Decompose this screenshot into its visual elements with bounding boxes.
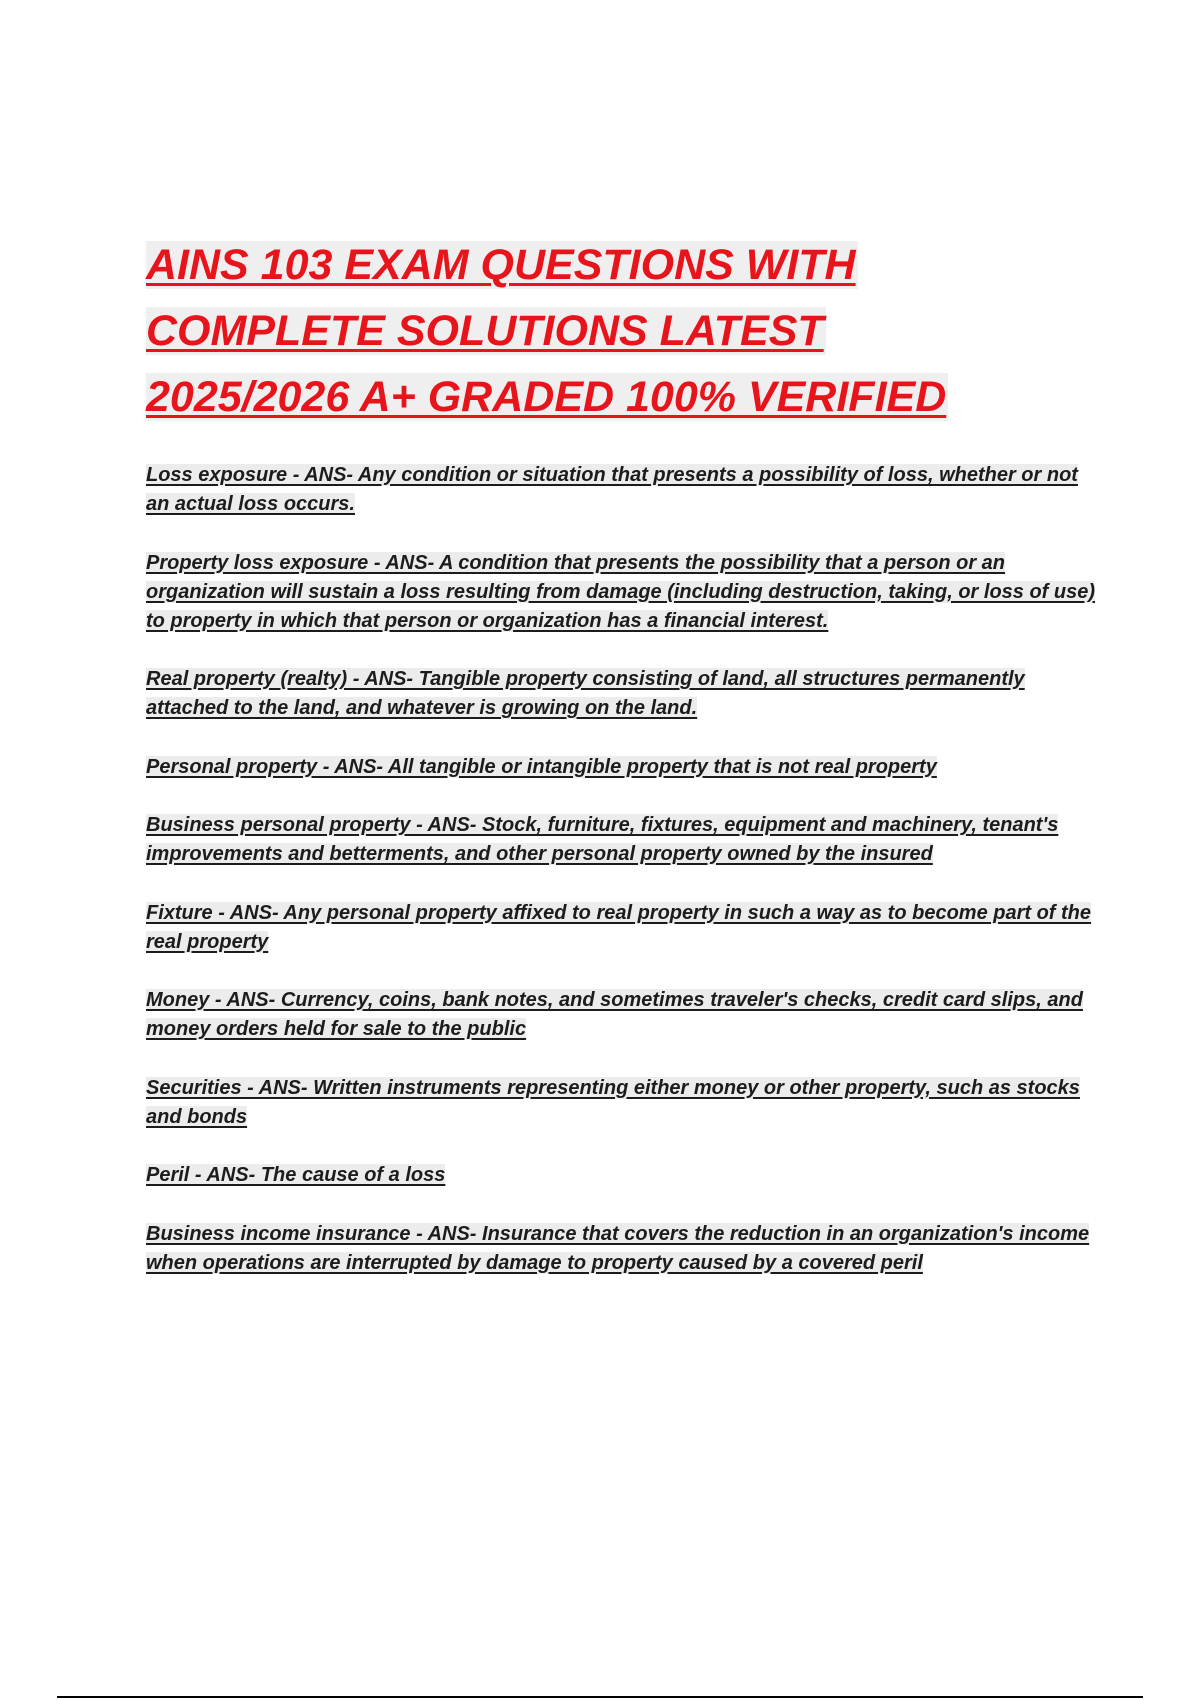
qa-entry-securities: Securities - ANS- Written instruments representing either money or other property, such as stocks and bonds [146, 1076, 1080, 1128]
qa-entry-property-loss-exposure: Property loss exposure - ANS- A condition that presents the possibility that a person or an organization will sustain a loss resulting from damage (including destruction, taking, or loss of use) to property in which that person or organization has a financial interest. [146, 551, 1096, 632]
title-line: AINS 103 EXAM QUESTIONS WITH [146, 241, 856, 289]
document-title [146, 232, 1106, 430]
qa-entry-real-property: Real property (realty) - ANS- Tangible property consisting of land, all structures permanently attached to the land, and whatever is growing on the land. [146, 668, 1025, 719]
qa-entry-money: Money - ANS- Currency, coins, bank notes, and sometimes traveler's checks, credit card slips, and money orders held for sale to the public [146, 989, 1083, 1040]
qa-entry-fixture: Fixture - ANS- Any personal property affixed to real property in such a way as to become part of the real property [146, 901, 1092, 953]
qa-list [146, 461, 1096, 1307]
qa-entry-peril: Peril - ANS- The cause of a loss [146, 1164, 446, 1186]
qa-entry-loss-exposure: Loss exposure - ANS- Any condition or situation that presents a possibility of loss, whether or not an actual loss occurs. [146, 464, 1078, 515]
footer-divider [57, 1696, 1143, 1698]
title-line: COMPLETE SOLUTIONS LATEST [146, 307, 824, 355]
qa-entry-business-personal-property: Business personal property - ANS- Stock, furniture, fixtures, equipment and machinery, tenant's improvements and betterments, and other personal property owned by the insured [146, 814, 1059, 865]
qa-entry-personal-property: Personal property - ANS- All tangible or intangible property that is not real property [146, 755, 937, 778]
qa-entry-business-income-insurance: Business income insurance - ANS- Insurance that covers the reduction in an organization's income when operations are interrupted by damage to property caused by a covered peril [146, 1222, 1090, 1274]
title-line: 2025/2026 A+ GRADED 100% VERIFIED [146, 373, 947, 421]
